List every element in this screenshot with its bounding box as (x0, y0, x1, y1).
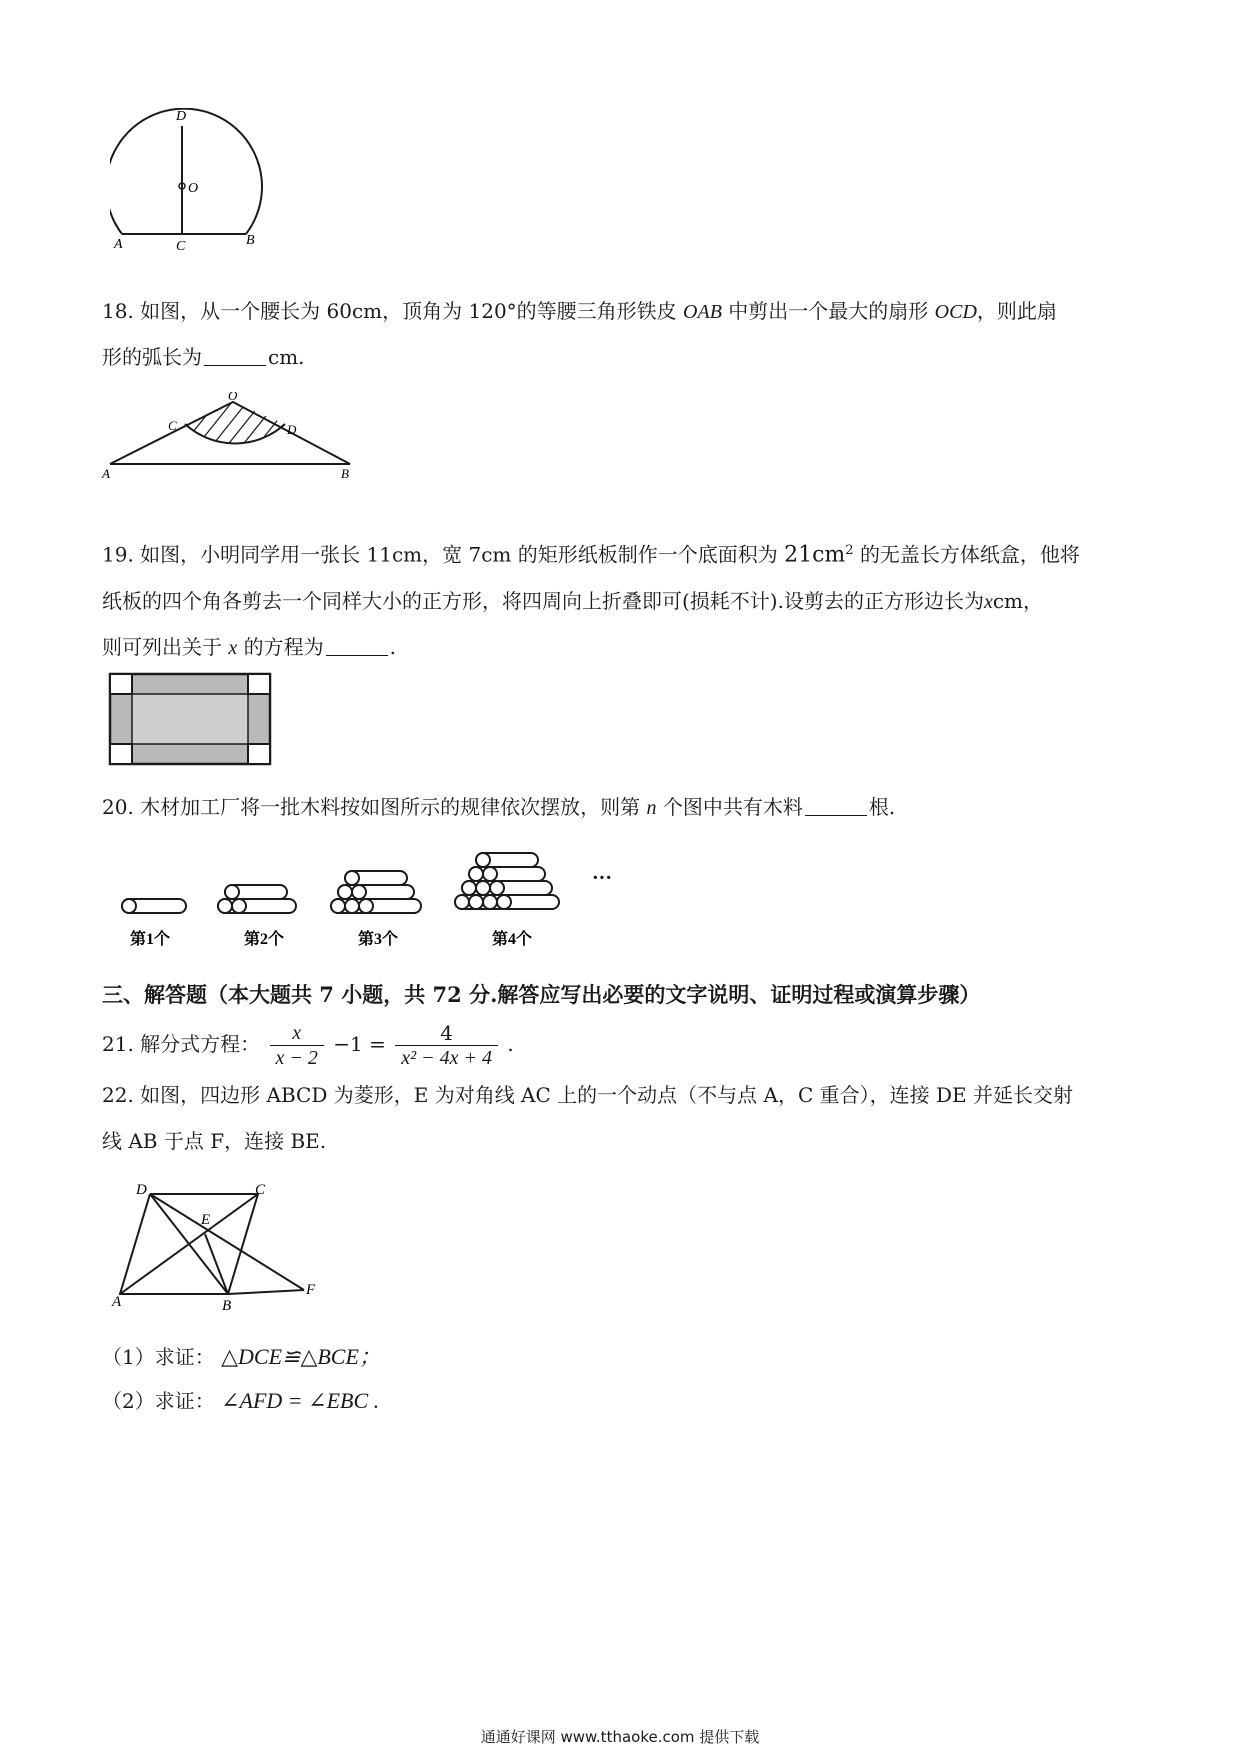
label-b: B (341, 466, 349, 481)
figure-17-circle (110, 108, 290, 268)
q19-line1: 19. 如图，小明同学用一张长 11cm，宽 7cm 的矩形纸板制作一个底面积为 $21cm^2$ 的无盖长方体纸盒，他将 (102, 542, 1080, 568)
label-a: A (114, 237, 123, 252)
q22-number: 22. (102, 1083, 134, 1107)
label-b: B (222, 1298, 232, 1314)
figure-22-rhombus (108, 1178, 328, 1314)
section-3-heading: 三、解答题（本大题共 7 小题，共 72 分.解答应写出必要的文字说明、证明过程或演算步骤） (102, 982, 981, 1007)
q22-line1: 22. 如图，四边形 ABCD 为菱形，E 为对角线 AC 上的一个动点（不与点 A，C 重合），连接 DE 并延长交射 (102, 1083, 1073, 1107)
q21-line: 21. 解分式方程： $\frac{x}{x - 2}$ −1 = $\frac{4}{\text{x² − 4x + 4}}$ . (102, 1021, 514, 1069)
q18-line1: 18. 如图，从一个腰长为 60cm，顶角为 120°的等腰三角形铁皮 OAB 中剪出一个最大的扇形 OCD，则此扇 (102, 299, 1057, 323)
log-pile-3 (331, 871, 421, 913)
label-c: C (176, 239, 186, 254)
fraction-1: $\frac{x}{x - 2}$ (270, 1021, 324, 1070)
log-pile-1 (122, 899, 186, 913)
q22-part2: （2）求证： ∠AFD = ∠EBC . (102, 1388, 380, 1413)
answer-blank[interactable] (805, 797, 867, 816)
q19-line3: 则可列出关于 x 的方程为 . (102, 635, 396, 659)
q20-number: 20. (102, 795, 134, 819)
caption-3: 第3个 (358, 931, 399, 948)
label-c: C (168, 418, 177, 433)
q20-line1: 20. 木材加工厂将一批木料按如图所示的规律依次摆放，则第 n 个图中共有木料 根. (102, 795, 896, 819)
figure-18-sector (100, 392, 370, 492)
label-e: E (201, 1212, 211, 1228)
q19-line2: 纸板的四个角各剪去一个同样大小的正方形，将四周向上折叠即可(损耗不计).设剪去的正方形边长为xcm， (102, 589, 1044, 613)
figure-20-logs (110, 848, 630, 948)
q18-number: 18. (102, 299, 134, 323)
label-f: F (306, 1282, 316, 1298)
label-d: D (136, 1182, 147, 1198)
label-a: A (112, 1294, 122, 1310)
figure-19-cardboard (108, 672, 274, 768)
label-d: D (176, 109, 187, 124)
q22-part1: （1）求证： △DCE≌△BCE； (102, 1344, 381, 1369)
answer-blank[interactable] (204, 347, 266, 366)
caption-1: 第1个 (130, 931, 171, 948)
caption-4: 第4个 (492, 931, 533, 948)
log-pile-4 (455, 853, 559, 909)
answer-blank[interactable] (326, 637, 388, 656)
label-c: C (255, 1182, 266, 1198)
ellipsis: ··· (592, 867, 613, 889)
label-a: A (102, 466, 110, 481)
label-o: O (228, 392, 238, 403)
q19-number: 19. (102, 542, 134, 567)
q21-number: 21. (102, 1032, 134, 1056)
q18-line2: 形的弧长为 cm. (102, 345, 305, 369)
label-d: D (287, 422, 297, 437)
log-pile-2 (218, 885, 296, 913)
label-o: O (188, 181, 199, 196)
label-b: B (246, 233, 255, 248)
q22-line2: 线 AB 于点 F，连接 BE. (102, 1129, 327, 1153)
footer: 通通好课网 www.tthaoke.com 提供下载 (480, 1728, 760, 1746)
fraction-2: $\frac{4}{\text{x² − 4x + 4}}$ (395, 1021, 498, 1070)
caption-2: 第2个 (244, 931, 285, 948)
